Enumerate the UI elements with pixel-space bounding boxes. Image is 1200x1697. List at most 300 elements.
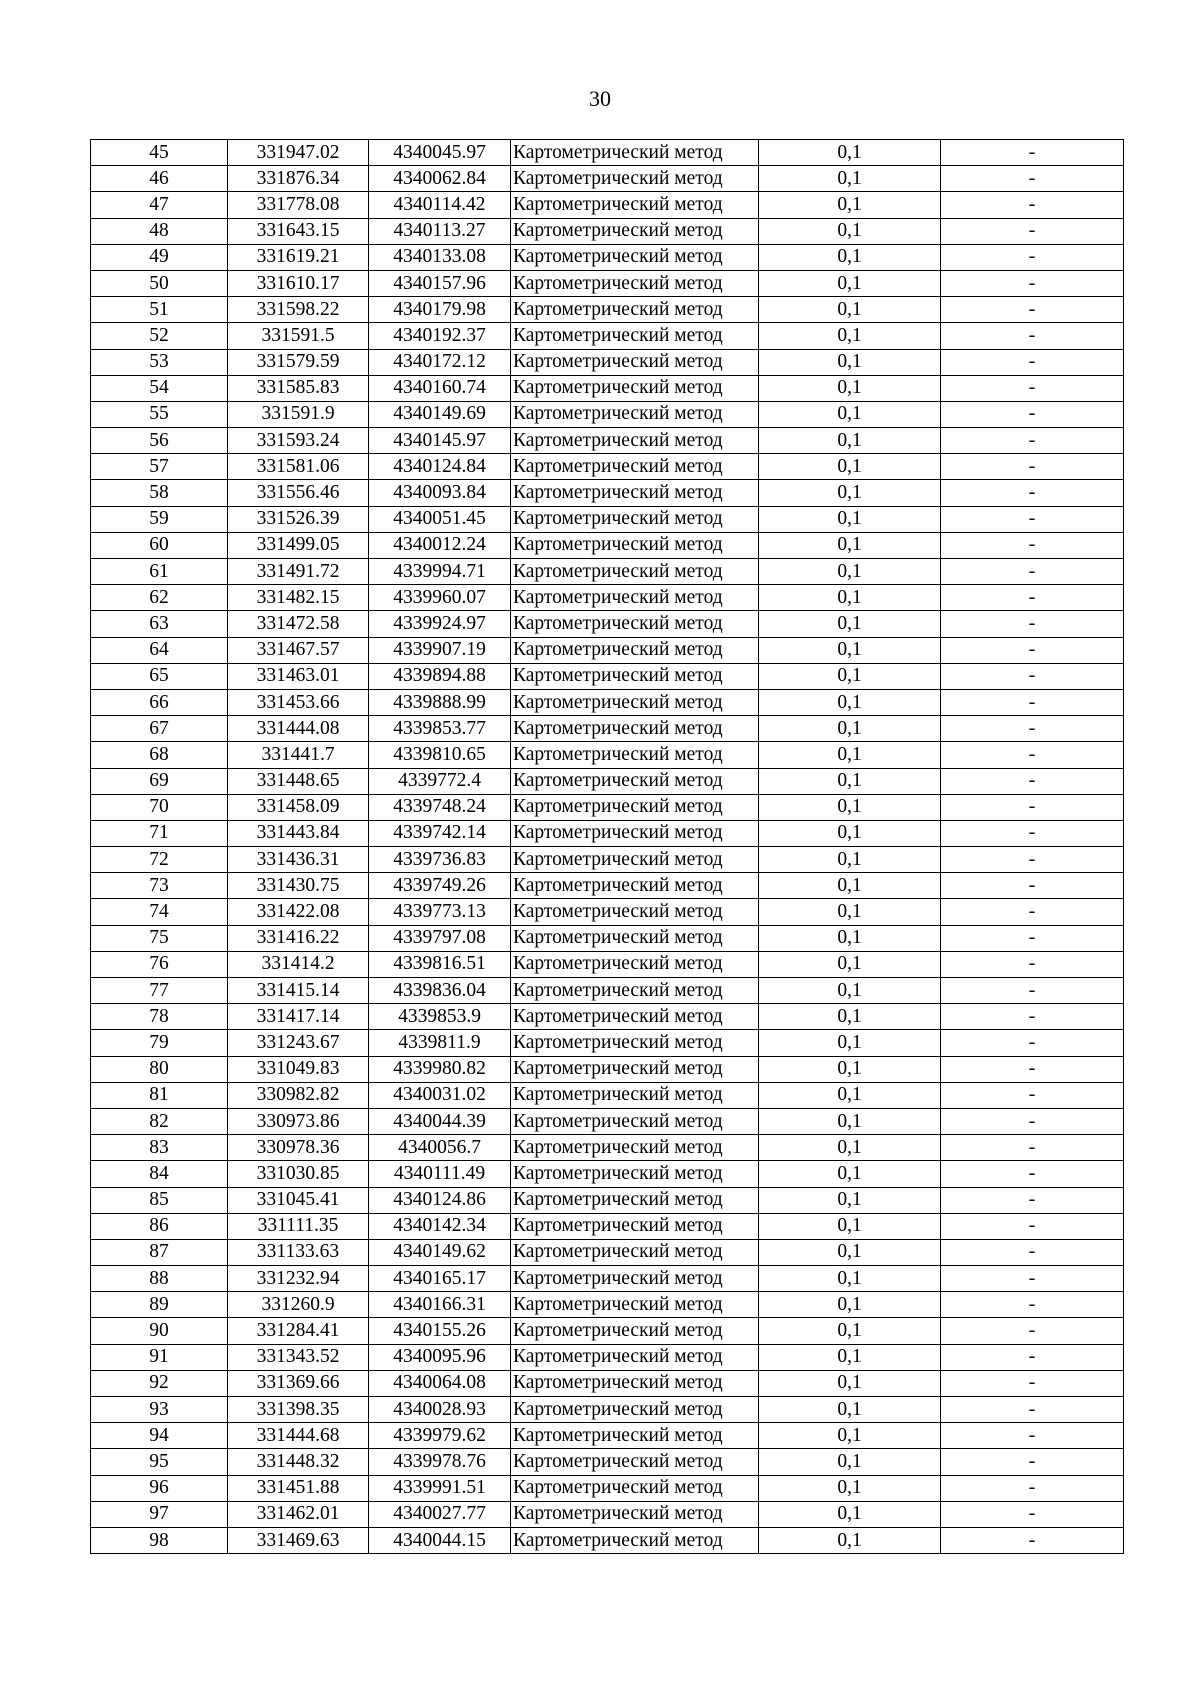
accuracy-cell: 0,1	[759, 297, 941, 323]
accuracy-cell: 0,1	[759, 847, 941, 873]
table-row	[91, 323, 1124, 349]
y-coordinate-cell: 4339748.24	[369, 794, 511, 820]
y-coordinate-cell: 4339811.9	[369, 1030, 511, 1056]
accuracy-cell: 0,1	[759, 506, 941, 532]
table-row	[91, 1397, 1124, 1423]
note-cell: -	[941, 1239, 1124, 1265]
method-cell: Картометрический метод	[511, 873, 759, 899]
table-row	[91, 768, 1124, 794]
accuracy-cell: 0,1	[759, 1239, 941, 1265]
point-number-cell: 47	[91, 192, 228, 218]
point-number-cell: 76	[91, 951, 228, 977]
table-row	[91, 166, 1124, 192]
table-row	[91, 192, 1124, 218]
point-number-cell: 64	[91, 637, 228, 663]
point-number-cell: 72	[91, 847, 228, 873]
accuracy-cell: 0,1	[759, 1449, 941, 1475]
note-cell: -	[941, 532, 1124, 558]
accuracy-cell: 0,1	[759, 873, 941, 899]
point-number-cell: 75	[91, 925, 228, 951]
x-coordinate-cell: 331243.67	[228, 1030, 369, 1056]
point-number-cell: 91	[91, 1344, 228, 1370]
x-coordinate-cell: 331526.39	[228, 506, 369, 532]
accuracy-cell: 0,1	[759, 218, 941, 244]
x-coordinate-cell: 330978.36	[228, 1135, 369, 1161]
y-coordinate-cell: 4340111.49	[369, 1161, 511, 1187]
x-coordinate-cell: 331591.9	[228, 401, 369, 427]
method-cell: Картометрический метод	[511, 1423, 759, 1449]
x-coordinate-cell: 331581.06	[228, 454, 369, 480]
table-row	[91, 244, 1124, 270]
point-number-cell: 57	[91, 454, 228, 480]
accuracy-cell: 0,1	[759, 820, 941, 846]
table-row	[91, 820, 1124, 846]
x-coordinate-cell: 331284.41	[228, 1318, 369, 1344]
y-coordinate-cell: 4339810.65	[369, 742, 511, 768]
accuracy-cell: 0,1	[759, 192, 941, 218]
point-number-cell: 98	[91, 1527, 228, 1553]
point-number-cell: 88	[91, 1266, 228, 1292]
table-row	[91, 1004, 1124, 1030]
note-cell: -	[941, 951, 1124, 977]
note-cell: -	[941, 218, 1124, 244]
note-cell: -	[941, 297, 1124, 323]
method-cell: Картометрический метод	[511, 270, 759, 296]
method-cell: Картометрический метод	[511, 1318, 759, 1344]
point-number-cell: 58	[91, 480, 228, 506]
x-coordinate-cell: 331436.31	[228, 847, 369, 873]
method-cell: Картометрический метод	[511, 506, 759, 532]
x-coordinate-cell: 331343.52	[228, 1344, 369, 1370]
table-row	[91, 140, 1124, 166]
note-cell: -	[941, 1292, 1124, 1318]
x-coordinate-cell: 331398.35	[228, 1397, 369, 1423]
method-cell: Картометрический метод	[511, 899, 759, 925]
note-cell: -	[941, 663, 1124, 689]
x-coordinate-cell: 331430.75	[228, 873, 369, 899]
x-coordinate-cell: 331417.14	[228, 1004, 369, 1030]
x-coordinate-cell: 331416.22	[228, 925, 369, 951]
point-number-cell: 84	[91, 1161, 228, 1187]
y-coordinate-cell: 4340124.84	[369, 454, 511, 480]
table-row	[91, 951, 1124, 977]
x-coordinate-cell: 331598.22	[228, 297, 369, 323]
method-cell: Картометрический метод	[511, 820, 759, 846]
x-coordinate-cell: 331451.88	[228, 1475, 369, 1501]
accuracy-cell: 0,1	[759, 1161, 941, 1187]
point-number-cell: 56	[91, 428, 228, 454]
y-coordinate-cell: 4339979.62	[369, 1423, 511, 1449]
y-coordinate-cell: 4339773.13	[369, 899, 511, 925]
x-coordinate-cell: 331415.14	[228, 978, 369, 1004]
note-cell: -	[941, 1266, 1124, 1292]
y-coordinate-cell: 4340044.15	[369, 1527, 511, 1553]
note-cell: -	[941, 1370, 1124, 1396]
y-coordinate-cell: 4339980.82	[369, 1056, 511, 1082]
y-coordinate-cell: 4340142.34	[369, 1213, 511, 1239]
x-coordinate-cell: 331260.9	[228, 1292, 369, 1318]
x-coordinate-cell: 331030.85	[228, 1161, 369, 1187]
table-row	[91, 480, 1124, 506]
x-coordinate-cell: 331422.08	[228, 899, 369, 925]
method-cell: Картометрический метод	[511, 742, 759, 768]
accuracy-cell: 0,1	[759, 899, 941, 925]
x-coordinate-cell: 331369.66	[228, 1370, 369, 1396]
coordinates-table	[90, 139, 1124, 1554]
accuracy-cell: 0,1	[759, 742, 941, 768]
accuracy-cell: 0,1	[759, 1266, 941, 1292]
point-number-cell: 74	[91, 899, 228, 925]
method-cell: Картометрический метод	[511, 1527, 759, 1553]
method-cell: Картометрический метод	[511, 559, 759, 585]
accuracy-cell: 0,1	[759, 978, 941, 1004]
y-coordinate-cell: 4340145.97	[369, 428, 511, 454]
method-cell: Картометрический метод	[511, 192, 759, 218]
y-coordinate-cell: 4339907.19	[369, 637, 511, 663]
method-cell: Картометрический метод	[511, 401, 759, 427]
note-cell: -	[941, 506, 1124, 532]
method-cell: Картометрический метод	[511, 847, 759, 873]
note-cell: -	[941, 1501, 1124, 1527]
x-coordinate-cell: 331556.46	[228, 480, 369, 506]
table-row	[91, 1135, 1124, 1161]
method-cell: Картометрический метод	[511, 716, 759, 742]
y-coordinate-cell: 4339853.9	[369, 1004, 511, 1030]
x-coordinate-cell: 331049.83	[228, 1056, 369, 1082]
method-cell: Картометрический метод	[511, 1161, 759, 1187]
table-row	[91, 873, 1124, 899]
table-row	[91, 847, 1124, 873]
note-cell: -	[941, 1397, 1124, 1423]
accuracy-cell: 0,1	[759, 1397, 941, 1423]
table-row	[91, 401, 1124, 427]
table-row	[91, 585, 1124, 611]
table-row	[91, 716, 1124, 742]
note-cell: -	[941, 1527, 1124, 1553]
y-coordinate-cell: 4340149.62	[369, 1239, 511, 1265]
note-cell: -	[941, 1213, 1124, 1239]
accuracy-cell: 0,1	[759, 1056, 941, 1082]
table-row	[91, 1292, 1124, 1318]
accuracy-cell: 0,1	[759, 768, 941, 794]
table-row	[91, 1527, 1124, 1553]
point-number-cell: 69	[91, 768, 228, 794]
table-row	[91, 1344, 1124, 1370]
y-coordinate-cell: 4340160.74	[369, 375, 511, 401]
method-cell: Картометрический метод	[511, 1292, 759, 1318]
note-cell: -	[941, 1475, 1124, 1501]
method-cell: Картометрический метод	[511, 532, 759, 558]
note-cell: -	[941, 1004, 1124, 1030]
y-coordinate-cell: 4340093.84	[369, 480, 511, 506]
y-coordinate-cell: 4340031.02	[369, 1082, 511, 1108]
x-coordinate-cell: 331448.32	[228, 1449, 369, 1475]
y-coordinate-cell: 4339736.83	[369, 847, 511, 873]
x-coordinate-cell: 331045.41	[228, 1187, 369, 1213]
accuracy-cell: 0,1	[759, 1187, 941, 1213]
y-coordinate-cell: 4340157.96	[369, 270, 511, 296]
table-row	[91, 1187, 1124, 1213]
y-coordinate-cell: 4340064.08	[369, 1370, 511, 1396]
y-coordinate-cell: 4340045.97	[369, 140, 511, 166]
y-coordinate-cell: 4340044.39	[369, 1108, 511, 1134]
x-coordinate-cell: 331472.58	[228, 611, 369, 637]
point-number-cell: 59	[91, 506, 228, 532]
method-cell: Картометрический метод	[511, 1056, 759, 1082]
note-cell: -	[941, 1318, 1124, 1344]
method-cell: Картометрический метод	[511, 140, 759, 166]
point-number-cell: 54	[91, 375, 228, 401]
accuracy-cell: 0,1	[759, 270, 941, 296]
y-coordinate-cell: 4339749.26	[369, 873, 511, 899]
x-coordinate-cell: 331585.83	[228, 375, 369, 401]
method-cell: Картометрический метод	[511, 689, 759, 715]
note-cell: -	[941, 1449, 1124, 1475]
table-row	[91, 899, 1124, 925]
table-row	[91, 1449, 1124, 1475]
note-cell: -	[941, 244, 1124, 270]
point-number-cell: 89	[91, 1292, 228, 1318]
x-coordinate-cell: 331947.02	[228, 140, 369, 166]
method-cell: Картометрический метод	[511, 1030, 759, 1056]
accuracy-cell: 0,1	[759, 140, 941, 166]
note-cell: -	[941, 1187, 1124, 1213]
note-cell: -	[941, 1056, 1124, 1082]
method-cell: Картометрический метод	[511, 166, 759, 192]
note-cell: -	[941, 428, 1124, 454]
y-coordinate-cell: 4339797.08	[369, 925, 511, 951]
table-row	[91, 454, 1124, 480]
note-cell: -	[941, 1030, 1124, 1056]
accuracy-cell: 0,1	[759, 401, 941, 427]
x-coordinate-cell: 331499.05	[228, 532, 369, 558]
method-cell: Картометрический метод	[511, 428, 759, 454]
x-coordinate-cell: 331453.66	[228, 689, 369, 715]
y-coordinate-cell: 4340172.12	[369, 349, 511, 375]
note-cell: -	[941, 820, 1124, 846]
method-cell: Картометрический метод	[511, 1239, 759, 1265]
x-coordinate-cell: 331610.17	[228, 270, 369, 296]
table-row	[91, 1501, 1124, 1527]
method-cell: Картометрический метод	[511, 585, 759, 611]
table-row	[91, 1056, 1124, 1082]
x-coordinate-cell: 331643.15	[228, 218, 369, 244]
table-row	[91, 270, 1124, 296]
y-coordinate-cell: 4340165.17	[369, 1266, 511, 1292]
method-cell: Картометрический метод	[511, 768, 759, 794]
note-cell: -	[941, 585, 1124, 611]
point-number-cell: 60	[91, 532, 228, 558]
table-row	[91, 218, 1124, 244]
accuracy-cell: 0,1	[759, 532, 941, 558]
table-row	[91, 559, 1124, 585]
method-cell: Картометрический метод	[511, 297, 759, 323]
method-cell: Картометрический метод	[511, 1266, 759, 1292]
x-coordinate-cell: 331444.68	[228, 1423, 369, 1449]
table-row	[91, 1161, 1124, 1187]
note-cell: -	[941, 323, 1124, 349]
y-coordinate-cell: 4340113.27	[369, 218, 511, 244]
accuracy-cell: 0,1	[759, 1082, 941, 1108]
accuracy-cell: 0,1	[759, 637, 941, 663]
accuracy-cell: 0,1	[759, 951, 941, 977]
method-cell: Картометрический метод	[511, 375, 759, 401]
point-number-cell: 66	[91, 689, 228, 715]
point-number-cell: 73	[91, 873, 228, 899]
point-number-cell: 51	[91, 297, 228, 323]
accuracy-cell: 0,1	[759, 323, 941, 349]
point-number-cell: 81	[91, 1082, 228, 1108]
note-cell: -	[941, 270, 1124, 296]
table-row	[91, 794, 1124, 820]
method-cell: Картометрический метод	[511, 1213, 759, 1239]
point-number-cell: 92	[91, 1370, 228, 1396]
y-coordinate-cell: 4340062.84	[369, 166, 511, 192]
accuracy-cell: 0,1	[759, 166, 941, 192]
method-cell: Картометрический метод	[511, 978, 759, 1004]
y-coordinate-cell: 4339836.04	[369, 978, 511, 1004]
point-number-cell: 97	[91, 1501, 228, 1527]
point-number-cell: 70	[91, 794, 228, 820]
accuracy-cell: 0,1	[759, 925, 941, 951]
accuracy-cell: 0,1	[759, 1108, 941, 1134]
note-cell: -	[941, 192, 1124, 218]
x-coordinate-cell: 330982.82	[228, 1082, 369, 1108]
table-row	[91, 1423, 1124, 1449]
accuracy-cell: 0,1	[759, 1423, 941, 1449]
accuracy-cell: 0,1	[759, 454, 941, 480]
accuracy-cell: 0,1	[759, 794, 941, 820]
method-cell: Картометрический метод	[511, 663, 759, 689]
table-row	[91, 506, 1124, 532]
x-coordinate-cell: 331778.08	[228, 192, 369, 218]
table-row	[91, 375, 1124, 401]
note-cell: -	[941, 140, 1124, 166]
method-cell: Картометрический метод	[511, 1135, 759, 1161]
note-cell: -	[941, 742, 1124, 768]
method-cell: Картометрический метод	[511, 1082, 759, 1108]
point-number-cell: 62	[91, 585, 228, 611]
method-cell: Картометрический метод	[511, 611, 759, 637]
x-coordinate-cell: 331469.63	[228, 1527, 369, 1553]
accuracy-cell: 0,1	[759, 689, 941, 715]
y-coordinate-cell: 4339888.99	[369, 689, 511, 715]
x-coordinate-cell: 331482.15	[228, 585, 369, 611]
note-cell: -	[941, 480, 1124, 506]
x-coordinate-cell: 331111.35	[228, 1213, 369, 1239]
point-number-cell: 93	[91, 1397, 228, 1423]
note-cell: -	[941, 873, 1124, 899]
point-number-cell: 50	[91, 270, 228, 296]
note-cell: -	[941, 689, 1124, 715]
note-cell: -	[941, 166, 1124, 192]
y-coordinate-cell: 4340027.77	[369, 1501, 511, 1527]
note-cell: -	[941, 716, 1124, 742]
point-number-cell: 65	[91, 663, 228, 689]
method-cell: Картометрический метод	[511, 951, 759, 977]
point-number-cell: 77	[91, 978, 228, 1004]
table-row	[91, 925, 1124, 951]
note-cell: -	[941, 1108, 1124, 1134]
method-cell: Картометрический метод	[511, 1108, 759, 1134]
table-row	[91, 1318, 1124, 1344]
x-coordinate-cell: 331444.08	[228, 716, 369, 742]
y-coordinate-cell: 4340155.26	[369, 1318, 511, 1344]
note-cell: -	[941, 1423, 1124, 1449]
coordinates-table-body	[91, 140, 1124, 1554]
point-number-cell: 82	[91, 1108, 228, 1134]
x-coordinate-cell: 331593.24	[228, 428, 369, 454]
x-coordinate-cell: 331876.34	[228, 166, 369, 192]
method-cell: Картометрический метод	[511, 1501, 759, 1527]
x-coordinate-cell: 331491.72	[228, 559, 369, 585]
method-cell: Картометрический метод	[511, 1370, 759, 1396]
table-row	[91, 297, 1124, 323]
accuracy-cell: 0,1	[759, 1370, 941, 1396]
note-cell: -	[941, 401, 1124, 427]
x-coordinate-cell: 331462.01	[228, 1501, 369, 1527]
table-row	[91, 1030, 1124, 1056]
method-cell: Картометрический метод	[511, 349, 759, 375]
y-coordinate-cell: 4339960.07	[369, 585, 511, 611]
y-coordinate-cell: 4339994.71	[369, 559, 511, 585]
table-row	[91, 1475, 1124, 1501]
accuracy-cell: 0,1	[759, 611, 941, 637]
method-cell: Картометрический метод	[511, 925, 759, 951]
point-number-cell: 48	[91, 218, 228, 244]
point-number-cell: 96	[91, 1475, 228, 1501]
note-cell: -	[941, 454, 1124, 480]
table-row	[91, 978, 1124, 1004]
point-number-cell: 78	[91, 1004, 228, 1030]
point-number-cell: 68	[91, 742, 228, 768]
table-row	[91, 663, 1124, 689]
point-number-cell: 83	[91, 1135, 228, 1161]
point-number-cell: 61	[91, 559, 228, 585]
y-coordinate-cell: 4340124.86	[369, 1187, 511, 1213]
x-coordinate-cell: 331443.84	[228, 820, 369, 846]
accuracy-cell: 0,1	[759, 1213, 941, 1239]
method-cell: Картометрический метод	[511, 637, 759, 663]
y-coordinate-cell: 4340056.7	[369, 1135, 511, 1161]
point-number-cell: 90	[91, 1318, 228, 1344]
note-cell: -	[941, 1344, 1124, 1370]
y-coordinate-cell: 4339924.97	[369, 611, 511, 637]
page-number: 30	[589, 86, 611, 111]
method-cell: Картометрический метод	[511, 323, 759, 349]
point-number-cell: 52	[91, 323, 228, 349]
point-number-cell: 80	[91, 1056, 228, 1082]
point-number-cell: 49	[91, 244, 228, 270]
x-coordinate-cell: 331463.01	[228, 663, 369, 689]
table-row	[91, 349, 1124, 375]
accuracy-cell: 0,1	[759, 349, 941, 375]
note-cell: -	[941, 637, 1124, 663]
x-coordinate-cell: 331441.7	[228, 742, 369, 768]
note-cell: -	[941, 925, 1124, 951]
point-number-cell: 79	[91, 1030, 228, 1056]
y-coordinate-cell: 4340114.42	[369, 192, 511, 218]
y-coordinate-cell: 4340166.31	[369, 1292, 511, 1318]
point-number-cell: 53	[91, 349, 228, 375]
method-cell: Картометрический метод	[511, 1344, 759, 1370]
y-coordinate-cell: 4340179.98	[369, 297, 511, 323]
accuracy-cell: 0,1	[759, 663, 941, 689]
x-coordinate-cell: 331619.21	[228, 244, 369, 270]
accuracy-cell: 0,1	[759, 375, 941, 401]
method-cell: Картометрический метод	[511, 454, 759, 480]
table-row	[91, 1239, 1124, 1265]
